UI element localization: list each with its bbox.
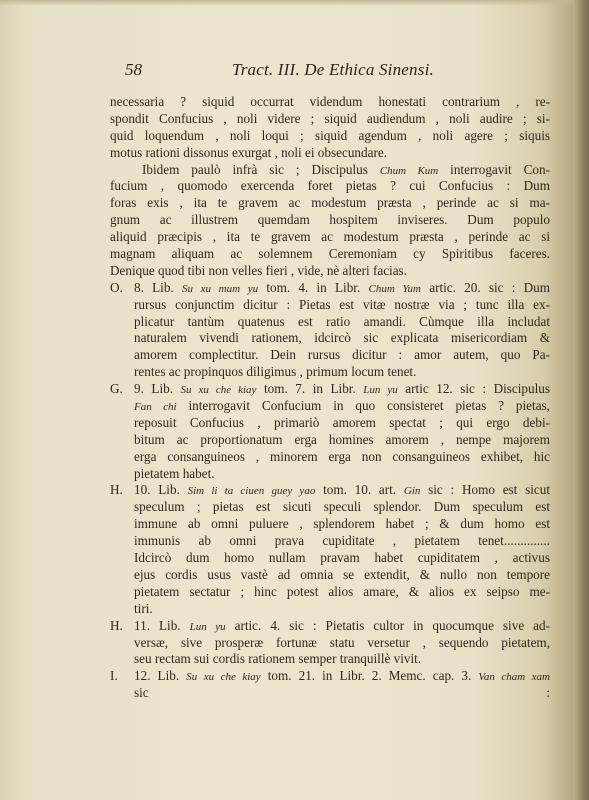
text-line: quid loquendum , noli loqui ; siquid agendum , noli agere ; siquis	[110, 127, 550, 143]
text-line: ejus cordis usus vastè ad omnia se extendit, & nullo non tempore	[134, 566, 550, 582]
text-line: magnam aliquam ac solemnem Ceremoniam cy Spiritibus faceres.	[110, 246, 550, 262]
page-header	[0, 60, 589, 86]
text-line	[110, 618, 550, 635]
text-line	[110, 381, 550, 398]
romanized-term: Lun yu	[363, 384, 398, 397]
text-line: necessaria ? siquid occurrat videndum honestati contrarium , re-	[110, 94, 550, 109]
text-line-content: 9. Lib. Su xu che kiay tom. 7. in Libr. Lun yu artic 12. sic : Discipulus	[134, 381, 551, 397]
text-line: motus rationi dissonus exurgat , noli ei obsecundare.	[110, 144, 388, 160]
paragraph	[110, 618, 550, 669]
marginal-letter: H.	[110, 482, 123, 498]
text-line: tiri.	[134, 600, 153, 616]
romanized-term: Lun yu	[189, 620, 226, 633]
text-line: spondit Confucius , noli videre ; siquid audiendum , noli audire ; si-	[110, 110, 550, 126]
text-line: rentes ac propinquos diligimus , primum locum tenet.	[134, 364, 417, 380]
paragraph	[110, 381, 550, 482]
paragraph	[110, 482, 550, 617]
text-line: pietatem sectatur ; hinc potest alios amare, & alios ex seipso me-	[134, 583, 550, 599]
romanized-term: Chum Yum	[368, 282, 421, 295]
text-line	[110, 668, 550, 685]
text-line: Idcircò dum homo nullam pravam habet cupiditatem , activus	[134, 550, 550, 566]
text-line: foras exis , ita te gravem ac modestum præsta , perinde ac si ma-	[110, 195, 550, 211]
text-line: plicatur tantùm quatenus est ratio amandi. Cùmque illa includat	[134, 313, 550, 329]
body-text	[110, 94, 550, 702]
paragraph	[110, 162, 550, 280]
romanized-term: Su xu che kiay	[180, 384, 257, 397]
marginal-letter: O.	[110, 279, 123, 295]
romanized-term: Chum Kum	[379, 164, 439, 177]
text-line-content: 8. Lib. Su xu mum yu tom. 4. in Libr. Chum Yum artic. 20. sic : Dum	[134, 279, 550, 295]
marginal-letter: G.	[110, 381, 123, 397]
text-line: amorem complectitur. Dein rursus dicitur : amor autem, quo Pa-	[134, 347, 550, 363]
text-line: speculum ; pietas est sicuti speculi splendor. Dum speculum est	[134, 499, 550, 515]
paragraph	[110, 94, 550, 162]
text-line-content: 11. Lib. Lun yu artic. 4. sic : Pietatis cultor in quocumque sive ad-	[134, 617, 551, 633]
text-line: versæ, sive prosperæ fortunæ statu versetur , sequendo pietatem,	[134, 634, 550, 650]
romanized-term: Su xu mum yu	[181, 282, 259, 295]
text-line: Ibidem paulò infrà sic ; Discipulus Chum Kum interrogavit Con-	[142, 161, 550, 177]
text-line: immunis ab omni prava cupiditate , pietatem tenet..............	[134, 533, 550, 549]
romanized-term: Su xu che kiay	[186, 671, 261, 684]
text-line: reposuit Confucius , primariò amorem spectat ; qui ergo debi-	[134, 414, 550, 430]
text-line: pietatem habet.	[134, 465, 215, 481]
text-line: Fan chi interrogavit Confucium in quo consisteret pietas ? pietas,	[134, 398, 550, 414]
text-line: seu rectam sui cordis rationem semper tranquillè vivit.	[134, 651, 422, 667]
romanized-term: Sim li ta ciuen guey yao	[187, 485, 316, 498]
marginal-letter: H.	[110, 617, 123, 633]
text-line: gnum ac illustrem quemdam hospitem inviseres. Dum populo	[110, 212, 550, 228]
text-line: aliquid præcipis , ita te gravem ac modestum præsta , perinde ac si	[110, 229, 550, 245]
romanized-term: Gin	[403, 485, 421, 498]
text-line	[110, 280, 550, 297]
page-gutter-shadow	[573, 0, 589, 800]
text-line-content: 10. Lib. Sim li ta ciuen guey yao tom. 10. art. Gin sic : Homo est sicut	[134, 482, 551, 498]
romanized-term: Van cham xam	[478, 671, 551, 684]
text-line: rursus conjunctim dicitur : Pietas est vitæ nostræ via ; tunc illa ex-	[134, 296, 550, 312]
text-line: immune ab omni puluere , splendorem habet ; & dum homo est	[134, 516, 550, 532]
text-line: sic :	[134, 685, 550, 701]
text-line: erga consanguineos , minorem erga non consanguineos exhibet, hic	[134, 448, 550, 464]
running-head: Tract. III. De Ethica Sinensi.	[232, 60, 434, 79]
text-line	[110, 482, 550, 499]
text-line: bitum ac proportionatum erga homines amorem , nempe majorem	[134, 431, 550, 447]
text-line: Denique quod tibi non velles fieri , vide, nè alteri facias.	[110, 262, 407, 278]
text-line-content: 12. Lib. Su xu che kiay tom. 21. in Libr. 2. Memc. cap. 3. Van cham xam	[134, 668, 551, 684]
text-line: fucium , quomodo exercenda foret pietas ? cui Confucius : Dum	[110, 178, 550, 194]
page-number: 58	[125, 60, 142, 79]
paragraph	[110, 668, 550, 702]
page-edge-top	[0, 0, 589, 6]
marginal-letter: I.	[110, 668, 118, 684]
romanized-term: Fan chi	[134, 401, 177, 414]
text-line: naturalem vivendi rationem, idcircò sic explicata misericordiam &	[134, 330, 550, 346]
paragraph	[110, 280, 550, 381]
